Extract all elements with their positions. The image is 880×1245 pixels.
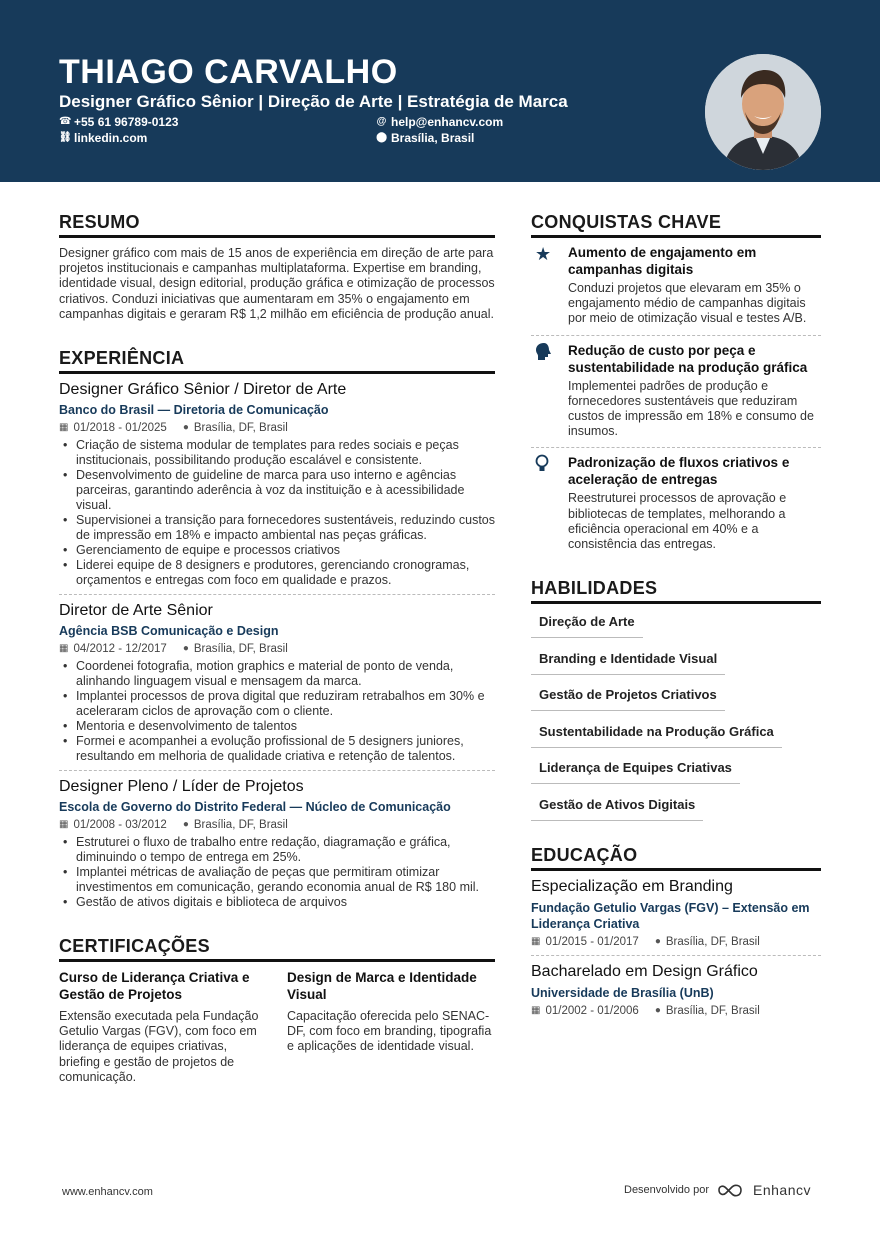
list-item: • Liderei equipe de 8 designers e produtores, gerenciando cronogramas, orçamentos e entregas com foco em qualidade e prazos. [59,558,495,588]
job-bullets [59,835,495,910]
achievement-desc: Implementei padrões de produção e fornecedores sustentáveis que reduziram custos de impressão em 18% e consumo de insumos. [568,378,814,439]
education-meta: ▦ 01/2002 - 01/2006 ● Brasília, DF, Brasil [531,1005,760,1018]
star-icon: ★ [535,244,552,264]
list-item: • Criação de sistema modular de templates para redes sociais e peças institucionais, possibilitando produção escalável e consistente. [59,438,495,468]
achievement-item [531,448,821,560]
calendar-icon: ▦ [531,936,541,948]
list-item: • Formei e acompanhei a evolução profissional de 5 designers juniores, resultando em melhoria de qualidade criativa e retenção de talentos. [59,734,495,764]
section-title: CONQUISTAS CHAVE [531,210,821,238]
link-icon: ⛓ [59,132,72,143]
skill-tag: Sustentabilidade na Produção Gráfica [531,714,782,748]
section-certificacoes [59,934,495,1085]
divider [531,955,821,956]
right-column [531,210,821,1018]
lightbulb-icon [531,454,568,552]
achievement-desc: Conduzi projetos que elevaram em 35% o engajamento médio de campanhas digitais por meio de otimização visual e testes A/B. [568,281,807,326]
footer-powered-label: Desenvolvido por [624,1184,709,1196]
achievement-title: Redução de custo por peça e sustentabilidade na produção gráfica [568,342,808,375]
contact-email[interactable]: @ help@enhancv.com [376,115,504,129]
location-pin-icon: ● [182,643,189,655]
skill-tag: Branding e Identidade Visual [531,641,725,675]
skill-tag: Liderança de Equipes Criativas [531,750,740,784]
education-school: Fundação Getulio Vargas (FGV) – Extensão em Liderança Criativa [531,901,810,932]
location-pin-icon: ● [182,422,189,434]
profile-photo [705,54,821,170]
certification-desc: Capacitação oferecida pelo SENAC-DF, com foco em branding, tipografia e aplicações de identidade visual. [287,1009,492,1054]
list-item: • Gestão de ativos digitais e biblioteca de arquivos [59,895,495,910]
achievement-desc: Reestruturei processos de aprovação e bibliotecas de templates, melhorando a eficiência operacional em 40% e a consistência das entregas. [568,491,787,552]
section-resumo [59,210,495,322]
education-degree: Bacharelado em Design Gráfico [531,963,758,981]
education-school: Universidade de Brasília (UnB) [531,986,714,1001]
section-title: EXPERIÊNCIA [59,346,495,374]
candidate-tagline: Designer Gráfico Sênior | Direção de Arte | Estratégia de Marca [59,92,568,111]
divider [59,594,495,595]
list-item: • Estruturei o fluxo de trabalho entre redação, diagramação e gráfica, diminuindo o tempo de entrega em 25%. [59,835,495,865]
job-company: Agência BSB Comunicação e Design [59,624,279,639]
experience-item [59,380,495,588]
education-item [531,877,821,949]
education-item [531,962,821,1018]
job-role: Designer Pleno / Líder de Projetos [59,778,304,796]
certification-title: Design de Marca e Identidade Visual [287,970,477,1003]
job-meta: ▦ 01/2008 - 03/2012 ● Brasília, DF, Brasil [59,819,288,832]
achievement-title: Padronização de fluxos criativos e aceleração de entregas [568,455,790,488]
list-item: • Supervisionei a transição para fornecedores sustentáveis, reduzindo custos de impressão em 18% e impacto ambiental nas peças gráficas. [59,513,495,543]
footer-brand: Enhancv [753,1182,811,1198]
contact-linkedin[interactable]: ⛓ linkedin.com [59,131,148,145]
list-item: • Gerenciamento de equipe e processos criativos [59,543,495,558]
certification-item [59,969,267,1085]
contact-phone: ☎ +55 61 96789-0123 [59,115,179,129]
enhancv-logo-icon [717,1183,747,1197]
phone-icon: ☎ [59,116,72,127]
job-role: Designer Gráfico Sênior / Diretor de Arte [59,381,347,399]
summary-text: Designer gráfico com mais de 15 anos de experiência em direção de arte para projetos institucionais e campanhas multiplataforma. Expertise em branding, identidade visual, design editorial, produção gráfica e otimização de processos criativos. Conduzi iniciativas que aumentaram em 35% o engajamento em campanhas digitais e geraram R$ 1,2 milhão em eficiência de produção anual. [59,246,495,321]
job-company: Banco do Brasil — Diretoria de Comunicação [59,403,329,418]
section-title: CERTIFICAÇÕES [59,934,495,962]
brain-icon [531,342,568,440]
section-title: HABILIDADES [531,576,821,604]
divider [59,770,495,771]
section-title: EDUCAÇÃO [531,843,821,871]
calendar-icon: ▦ [59,643,69,655]
achievement-item [531,238,821,335]
education-degree: Especialização em Branding [531,878,733,896]
skill-tag: Gestão de Projetos Criativos [531,677,725,711]
footer-branding[interactable] [624,1182,811,1198]
job-bullets [59,659,495,764]
job-role: Diretor de Arte Sênior [59,602,213,620]
job-meta: ▦ 01/2018 - 01/2025 ● Brasília, DF, Brasil [59,422,288,435]
location-pin-icon: ● [182,819,189,831]
section-educacao [531,843,821,1018]
location-pin-icon: ● [654,1005,661,1017]
calendar-icon: ▦ [59,422,69,434]
calendar-icon: ▦ [531,1005,541,1017]
skill-tag: Direção de Arte [531,604,643,638]
list-item: • Desenvolvimento de guideline de marca para uso interno e agências parceiras, garantindo aderência à voz da instituição e à acessibilidade visual. [59,468,495,513]
list-item: • Mentoria e desenvolvimento de talentos [59,719,495,734]
list-item: • Implantei métricas de avaliação de peças que permitiram otimizar investimentos em comunicação, gerando economia anual de R$ 180 mil. [59,865,495,895]
job-bullets [59,438,495,588]
list-item: • Implantei processos de prova digital que reduziram retrabalhos em 30% e aceleraram ciclos de aprovação com o cliente. [59,689,495,719]
location-pin-icon: ● [654,936,661,948]
job-company: Escola de Governo do Distrito Federal — Núcleo de Comunicação [59,800,451,815]
section-conquistas [531,210,821,560]
achievement-title: Aumento de engajamento em campanhas digitais [568,245,757,277]
certification-item [287,969,495,1085]
list-item: • Coordenei fotografia, motion graphics e material de ponto de venda, alinhando linguagem visual e mensagem da marca. [59,659,495,689]
certification-title: Curso de Liderança Criativa e Gestão de Projetos [59,970,250,1003]
footer-website[interactable]: www.enhancv.com [62,1186,153,1198]
calendar-icon: ▦ [59,819,69,831]
section-experiencia [59,346,495,910]
experience-item [59,777,495,910]
resume-header [0,0,880,182]
left-column [59,210,495,1085]
contact-location: ⬤ Brasília, Brasil [376,131,475,145]
job-meta: ▦ 04/2012 - 12/2017 ● Brasília, DF, Brasil [59,643,288,656]
achievement-item [531,336,821,448]
experience-item [59,601,495,764]
candidate-name: THIAGO CARVALHO [59,53,398,91]
location-pin-icon: ⬤ [376,132,388,143]
at-icon: @ [376,116,387,127]
certification-desc: Extensão executada pela Fundação Getulio Vargas (FGV), com foco em liderança de equipes criativas, briefing e gestão de projetos de comunicação. [59,1009,259,1084]
section-title: RESUMO [59,210,495,238]
education-meta: ▦ 01/2015 - 01/2017 ● Brasília, DF, Brasil [531,936,760,949]
section-habilidades [531,576,821,823]
skill-tag: Gestão de Ativos Digitais [531,787,703,821]
